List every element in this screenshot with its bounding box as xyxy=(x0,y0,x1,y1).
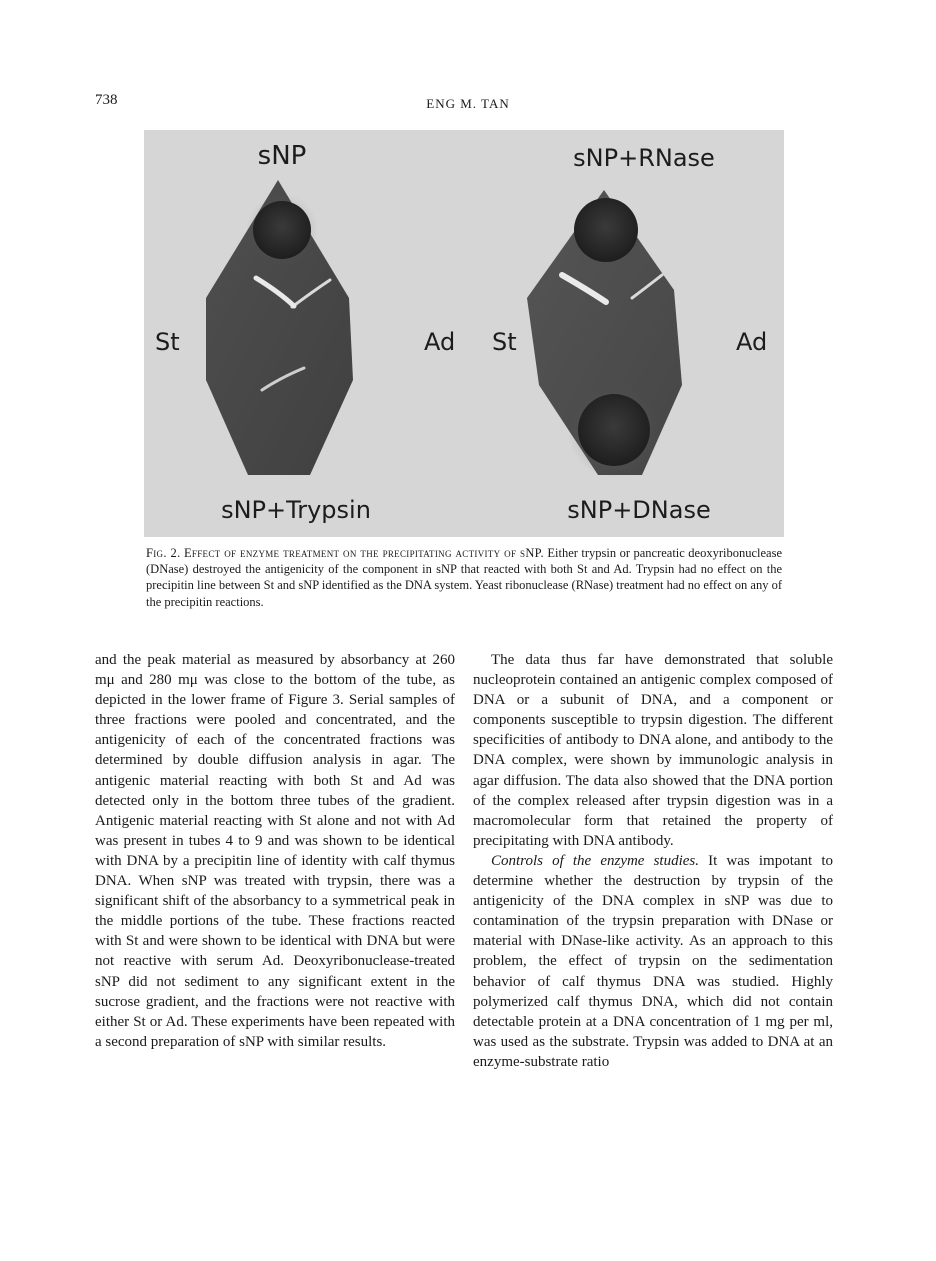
running-head: ENG M. TAN xyxy=(426,96,510,111)
label-snp: sNP xyxy=(257,141,307,171)
right-column xyxy=(473,650,833,1072)
body-paragraph xyxy=(473,851,833,1072)
paragraph-text: It was impotant to determine whether the destruction by trypsin of the antigenicity of the DNA complex in sNP was due to contamination of the trypsin preparation with DNase or material with DNase-like activity. As an approach to this problem, the effect of trypsin on the sedimentation behavior of calf thymus DNA was studied. Highly polymerized calf thymus DNA, which did not contain detectable protein at a DNA concentration of 1 mg per ml, was used as the substrate. Trypsin was added to DNA at an enzyme-substrate ratio xyxy=(473,852,833,1070)
label-snp-trypsin: sNP+Trypsin xyxy=(221,496,371,524)
body-paragraph: and the peak material as measured by absorbancy at 260 mμ and 280 mμ was close to the bottom of the tube, as depicted in the lower frame of Figure 3. Serial samples of three fractions were pooled and concentrated, and the antigenicity of each of the concentrated fractions was determined by double diffusion analysis in agar. The antigenic material reacting with both St and Ad was detected only in the bottom three tubes of the gradient. Antigenic material reacting with St alone and not with Ad was present in tubes 4 to 9 and was shown to be identical with DNA by a precipitin line of identity with calf thymus DNA. When sNP was treated with trypsin, there was a significant shift of the absorbancy to a symmetrical peak in the middle portions of the tube. These fractions reacted with St and were shown to be identical with DNA but were not reactive with serum Ad. Deoxyribonuclease-treated sNP did not sediment to any significant extent in the sucrose gradient, and the fractions were not reactive with either St or Ad. These experiments have been repeated with a second preparation of sNP with similar results. xyxy=(95,652,455,1050)
label-snp-rnase: sNP+RNase xyxy=(573,144,715,172)
label-st-left: St xyxy=(155,328,180,356)
label-st-middle: St xyxy=(492,328,517,356)
left-column xyxy=(95,650,455,1052)
page-number: 738 xyxy=(95,92,118,108)
label-ad-right: Ad xyxy=(736,328,768,356)
caption-text: Either trypsin or pancreatic deoxyribonuclease (DNase) destroyed the antigenicity of the component in sNP that reacted with both St and Ad. Trypsin had no effect on the precipitin line between St and sNP identified as the DNA system. Yeast ribonuclease (RNase) treatment had no effect on any of the precipitin reactions. xyxy=(146,546,782,609)
label-snp-dnase: sNP+DNase xyxy=(567,496,711,524)
figure-2-photograph xyxy=(144,130,784,537)
well-snp xyxy=(253,201,311,259)
well-snp-rnase xyxy=(574,198,638,262)
well-snp-dnase xyxy=(578,394,650,466)
body-paragraph: The data thus far have demonstrated that soluble nucleoprotein contained an antigenic complex composed of DNA or a subunit of DNA, and a component or components susceptible to trypsin digestion. The different specificities of antibody to DNA alone, and antibody to the DNA complex, were shown by immunologic analysis in agar diffusion. The data also showed that the DNA portion of the complex released after trypsin digestion was in a macromolecular form that retained the property of precipitating with DNA antibody. xyxy=(473,652,833,849)
label-ad-middle: Ad xyxy=(424,328,456,356)
figure-caption xyxy=(146,545,782,610)
caption-number: Fig. 2. xyxy=(146,546,181,560)
caption-title: Effect of enzyme treatment on the precipitating activity of sNP. xyxy=(183,546,544,560)
section-run-in-heading: Controls of the enzyme studies. xyxy=(491,852,700,869)
